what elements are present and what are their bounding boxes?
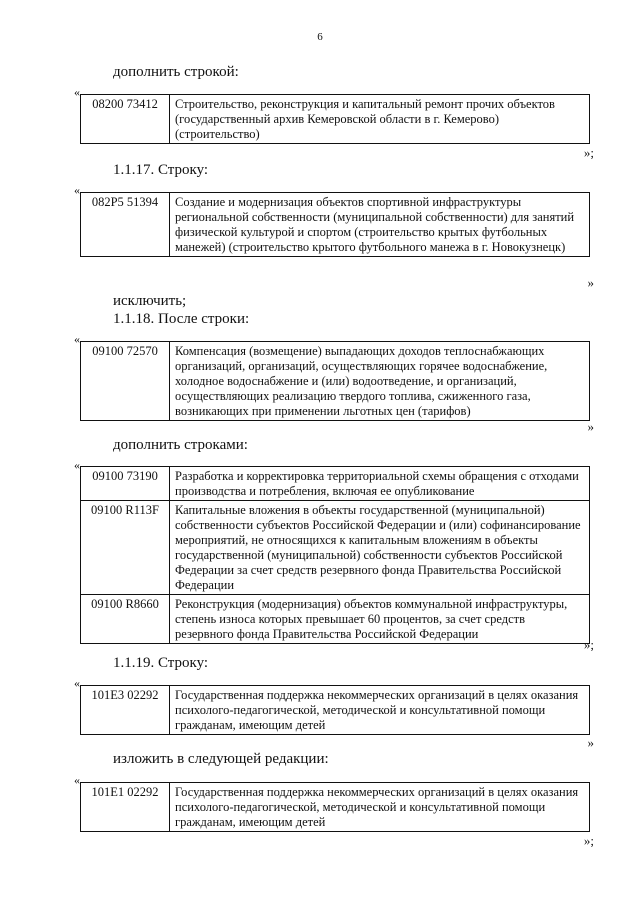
table-row: [81, 501, 590, 595]
row-description: Создание и модернизация объектов спортивной инфраструктуры региональной собственности (муниципальной собственности) для занятий физической культурой и спортом (строительство крытых футбольных манежей) (строительство крытого футбольного манежа в г. Новокузнецк): [170, 193, 590, 257]
budget-table: [80, 94, 590, 144]
open-quote: «: [74, 85, 80, 99]
classification-code: 09100 73190: [81, 467, 170, 501]
close-quote: »;: [583, 145, 594, 160]
row-description: Реконструкция (модернизация) объектов коммунальной инфраструктуры, степень износа которых превышает 60 процентов, за счет средств резервного фонда Правительства Российской Федерации: [170, 595, 590, 644]
budget-table: [80, 685, 590, 735]
open-quote: «: [74, 773, 80, 787]
row-description: Капитальные вложения в объекты государственной (муниципальной) собственности субъектов Российской Федерации и (или) софинансирование мероприятий, не относящихся к капитальным вложениям в объекты государственной (муниципальной) собственности субъектов Российской Федерации за счет средств резервного фонда Правительства Российской Федерации: [170, 501, 590, 595]
section-heading: дополнить строкой:: [113, 64, 239, 80]
page-number: 6: [317, 31, 323, 43]
section-heading-secondary: 1.1.18. После строки:: [113, 311, 250, 327]
row-description: Государственная поддержка некоммерческих организаций в целях оказания психолого-педагогической, методической и консультативной помощи гражданам, имеющим детей: [170, 686, 590, 735]
table-row: [81, 193, 590, 257]
budget-table: [80, 192, 590, 257]
open-quote: «: [74, 332, 80, 346]
section-heading: 1.1.17. Строку:: [113, 162, 209, 178]
table-row: [81, 686, 590, 735]
section-heading: изложить в следующей редакции:: [113, 751, 329, 767]
classification-code: 082P5 51394: [81, 193, 170, 257]
open-quote: «: [74, 183, 80, 197]
section-heading: исключить;: [113, 293, 187, 309]
table-row: [81, 95, 590, 144]
budget-table: [80, 466, 590, 644]
classification-code: 09100 R8660: [81, 595, 170, 644]
open-quote: «: [74, 458, 80, 472]
table-row: [81, 342, 590, 421]
table-row: [81, 595, 590, 644]
classification-code: 08200 73412: [81, 95, 170, 144]
table-row: [81, 783, 590, 832]
close-quote: »;: [583, 833, 594, 848]
close-quote: »: [587, 419, 594, 434]
close-quote: »: [587, 275, 594, 290]
classification-code: 09100 72570: [81, 342, 170, 421]
row-description: Государственная поддержка некоммерческих организаций в целях оказания психолого-педагогической, методической и консультативной помощи гражданам, имеющим детей: [170, 783, 590, 832]
row-description: Строительство, реконструкция и капитальный ремонт прочих объектов (государственный архив Кемеровской области в г. Кемерово) (строительство): [170, 95, 590, 144]
close-quote: »;: [583, 637, 594, 652]
row-description: Компенсация (возмещение) выпадающих доходов теплоснабжающих организаций, организаций, осуществляющих горячее водоснабжение, холодное водоснабжение и (или) водоотведение, и организаций, осуществляющих реализацию твердого топлива, сжиженного газа, возникающих при применении льготных цен (тарифов): [170, 342, 590, 421]
budget-table: [80, 341, 590, 421]
close-quote: »: [587, 735, 594, 750]
row-description: Разработка и корректировка территориальной схемы обращения с отходами производства и потребления, включая ее опубликование: [170, 467, 590, 501]
open-quote: «: [74, 676, 80, 690]
classification-code: 09100 R113F: [81, 501, 170, 595]
budget-table: [80, 782, 590, 832]
section-heading: дополнить строками:: [113, 437, 248, 453]
classification-code: 101E1 02292: [81, 783, 170, 832]
classification-code: 101E3 02292: [81, 686, 170, 735]
section-heading: 1.1.19. Строку:: [113, 655, 209, 671]
table-row: [81, 467, 590, 501]
